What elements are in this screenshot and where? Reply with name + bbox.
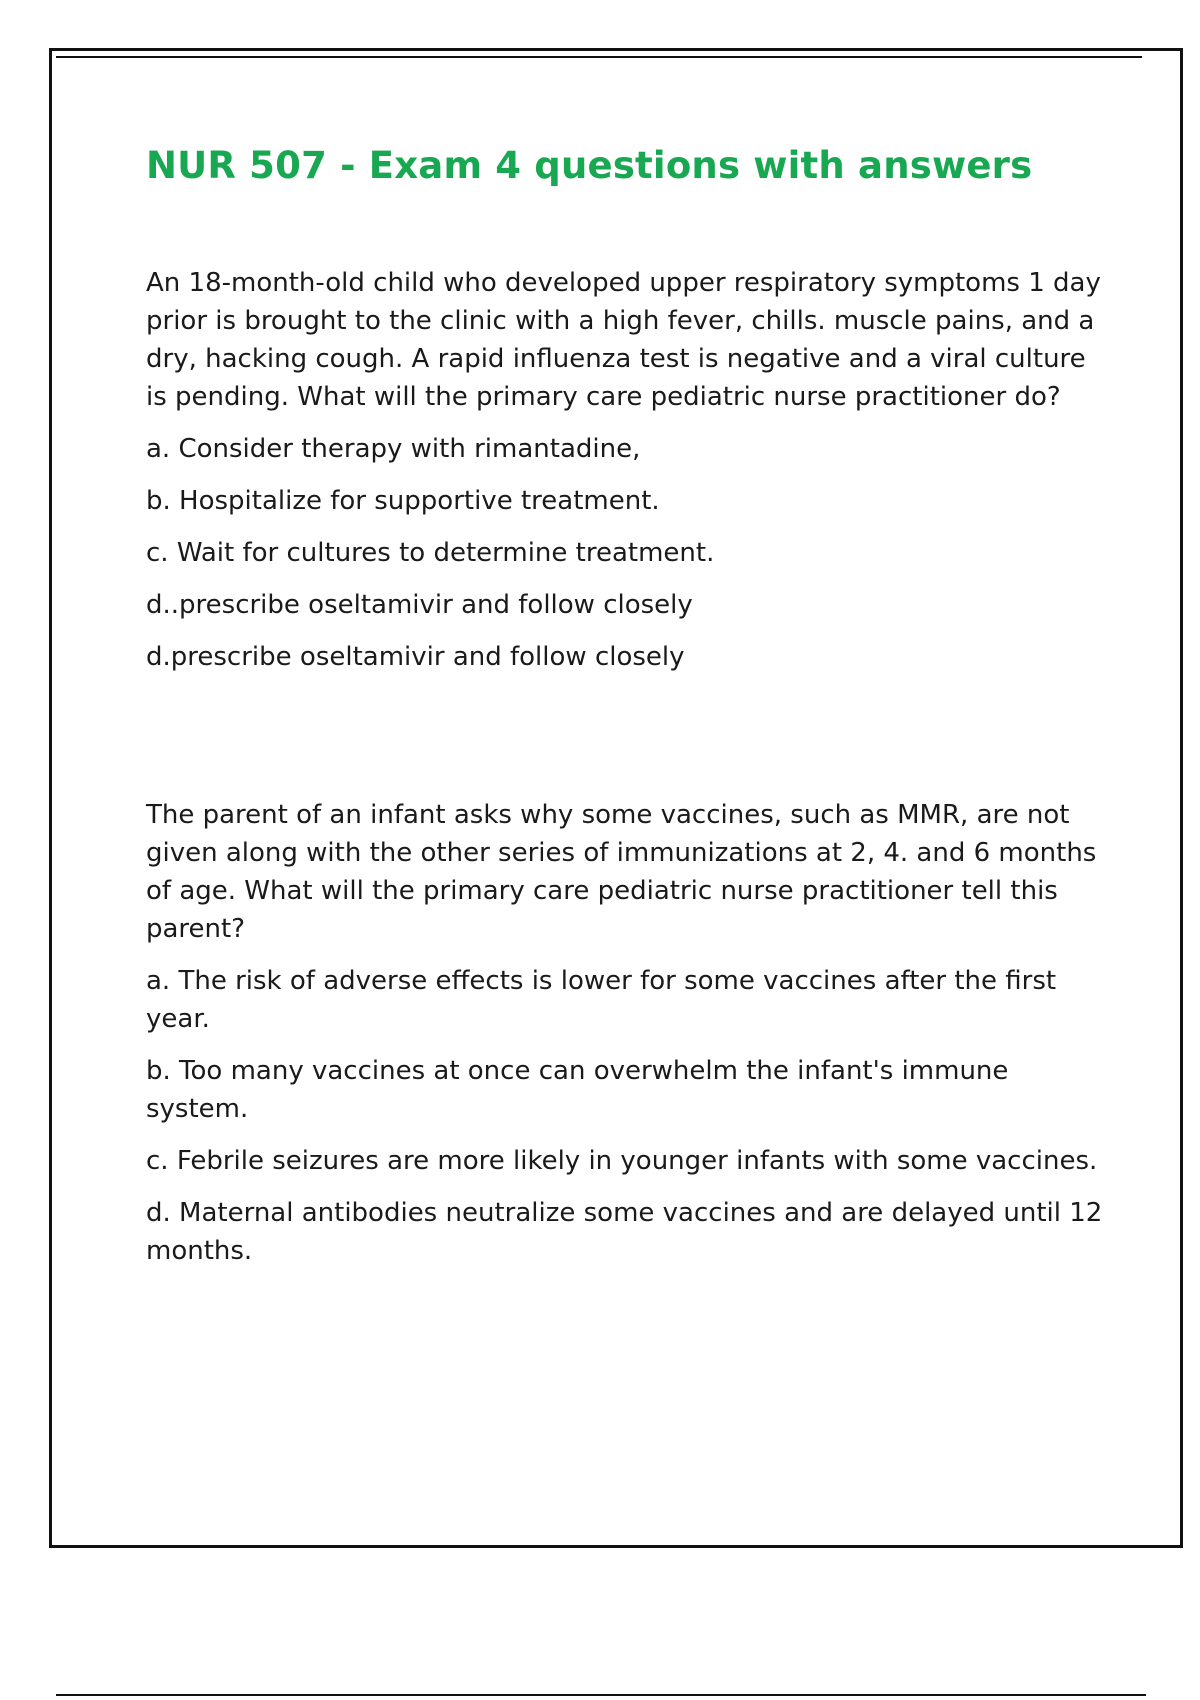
document-body (146, 140, 1106, 1270)
answer-option-b: b. Hospitalize for supportive treatment. (146, 486, 660, 516)
question-stem: An 18-month-old child who developed upper respiratory symptoms 1 day prior is brought to the clinic with a high fever, chills. muscle pains, and a dry, hacking cough. A rapid influenza test is negative and a viral culture is pending. What will the primary care pediatric nurse practitioner do? (146, 268, 1101, 412)
document-title: NUR 507 - Exam 4 questions with answers (146, 144, 1033, 187)
answer-option-d: d..prescribe oseltamivir and follow closely (146, 590, 693, 620)
correct-answer: d.prescribe oseltamivir and follow closely (146, 642, 685, 672)
answer-option-d: d. Maternal antibodies neutralize some vaccines and are delayed until 12 months. (146, 1198, 1103, 1266)
question-stem: The parent of an infant asks why some vaccines, such as MMR, are not given along with the other series of immunizations at 2, 4. and 6 months of age. What will the primary care pediatric nurse practitioner tell this parent? (146, 800, 1097, 944)
bottom-rule (56, 1694, 1146, 1696)
answer-option-a: a. Consider therapy with rimantadine, (146, 434, 641, 464)
answer-option-c: c. Wait for cultures to determine treatment. (146, 538, 715, 568)
answer-option-b: b. Too many vaccines at once can overwhelm the infant's immune system. (146, 1056, 1009, 1124)
question-1 (146, 264, 1106, 676)
answer-option-a: a. The risk of adverse effects is lower for some vaccines after the first year. (146, 966, 1057, 1034)
answer-option-c: c. Febrile seizures are more likely in younger infants with some vaccines. (146, 1146, 1098, 1176)
question-2 (146, 796, 1106, 1270)
top-rule (56, 56, 1142, 58)
